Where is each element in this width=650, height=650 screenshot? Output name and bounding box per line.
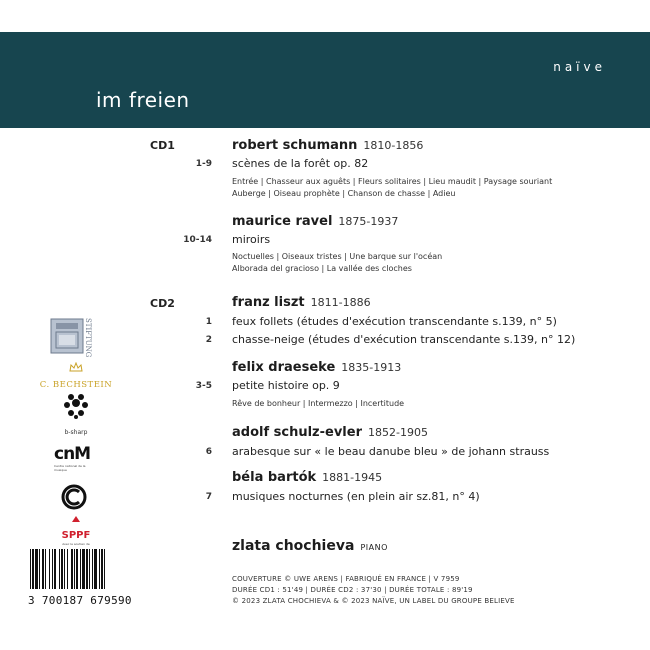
disc-label-cd1: CD1 <box>150 139 175 152</box>
performer <box>232 538 388 554</box>
track-numbers: 1 <box>205 317 212 327</box>
track-numbers: 2 <box>205 335 212 345</box>
work-title: scènes de la forêt op. 82 <box>232 157 369 170</box>
work-title: chasse-neige (études d'exécution transcendante s.139, n° 12) <box>232 333 576 346</box>
barcode <box>28 549 152 607</box>
credits-line: COUVERTURE © UWE ARENS | FABRIQUÉ EN FRANCE | V 7959 <box>232 575 460 583</box>
composer-schulz-evler <box>232 425 428 440</box>
stiftung-logo <box>50 318 94 358</box>
track-numbers: 3-5 <box>195 381 212 391</box>
composer-name: franz liszt <box>232 295 305 310</box>
work-title: miroirs <box>232 233 271 246</box>
composer-years: 1811-1886 <box>310 296 371 309</box>
sppf-label: SPPF <box>61 530 91 541</box>
cnc-logo <box>61 484 89 512</box>
composer-years: 1810-1856 <box>363 139 424 152</box>
cnm-label: cnM <box>54 444 91 464</box>
composer-schumann <box>232 138 423 153</box>
track-numbers: 10-14 <box>183 235 212 245</box>
composer-name: robert schumann <box>232 138 358 153</box>
barcode-bars <box>28 549 152 589</box>
work-title: arabesque sur « le beau danube bleu » de johann strauss <box>232 445 550 458</box>
track-numbers: 1-9 <box>195 159 212 169</box>
cnm-logo <box>54 444 100 478</box>
album-title: im freien <box>96 88 190 112</box>
movements-line: Noctuelles | Oiseaux tristes | Une barque sur l'océan <box>232 252 443 261</box>
performer-instrument: PIANO <box>360 543 388 552</box>
work-title: feux follets (études d'exécution transcendante s.139, n° 5) <box>232 315 557 328</box>
composer-draeseke <box>232 360 401 375</box>
sppf-mark-icon <box>71 515 81 523</box>
composer-name: béla bartók <box>232 470 317 485</box>
crown-icon <box>69 362 83 372</box>
track-numbers: 6 <box>205 447 212 457</box>
cnm-sublabel: Centre national de la musique <box>54 464 86 472</box>
stiftung-label: STIFTUNG <box>84 318 92 358</box>
composer-years: 1875-1937 <box>338 215 399 228</box>
movements-line: Rêve de bonheur | Intermezzo | Incertitude <box>232 399 405 408</box>
composer-name: maurice ravel <box>232 214 333 229</box>
header-band <box>0 32 650 128</box>
barcode-digits: 3 700187 679590 <box>28 594 132 607</box>
disc-label-cd2: CD2 <box>150 297 175 310</box>
composer-ravel <box>232 214 398 229</box>
bechstein-logo <box>36 362 116 388</box>
bsharp-logo <box>60 393 92 436</box>
bsharp-label: b-sharp <box>64 429 88 436</box>
sppf-sublabel: Avec le soutien de <box>62 542 90 546</box>
composer-years: 1881-1945 <box>322 471 383 484</box>
work-title: petite histoire op. 9 <box>232 379 340 392</box>
credits-line: DURÉE CD1 : 51'49 | DURÉE CD2 : 37'30 | DURÉE TOTALE : 89'19 <box>232 586 473 594</box>
bechstein-label: C. BECHSTEIN <box>39 380 113 390</box>
credits-line: © 2023 ZLATA CHOCHIEVA & © 2023 NAÏVE, UN LABEL DU GROUPE BELIEVE <box>232 597 515 605</box>
composer-name: adolf schulz-evler <box>232 425 362 440</box>
movements-line: Auberge | Oiseau prophète | Chanson de chasse | Adieu <box>232 189 456 198</box>
composer-liszt <box>232 295 371 310</box>
work-title: musiques nocturnes (en plein air sz.81, n° 4) <box>232 490 480 503</box>
sppf-logo <box>56 515 96 546</box>
circle-c-icon <box>61 484 87 510</box>
composer-name: felix draeseke <box>232 360 336 375</box>
performer-name: zlata chochieva <box>232 538 355 554</box>
bsharp-icon <box>63 393 89 419</box>
naive-logo: naïve <box>553 60 606 74</box>
movements-line: Alborada del gracioso | La vallée des cloches <box>232 264 412 273</box>
composer-bartok <box>232 470 382 485</box>
composer-years: 1852-1905 <box>368 426 428 439</box>
movements-line: Entrée | Chasseur aux aguêts | Fleurs solitaires | Lieu maudit | Paysage souriant <box>232 177 553 186</box>
track-numbers: 7 <box>205 492 212 502</box>
composer-years: 1835-1913 <box>341 361 402 374</box>
